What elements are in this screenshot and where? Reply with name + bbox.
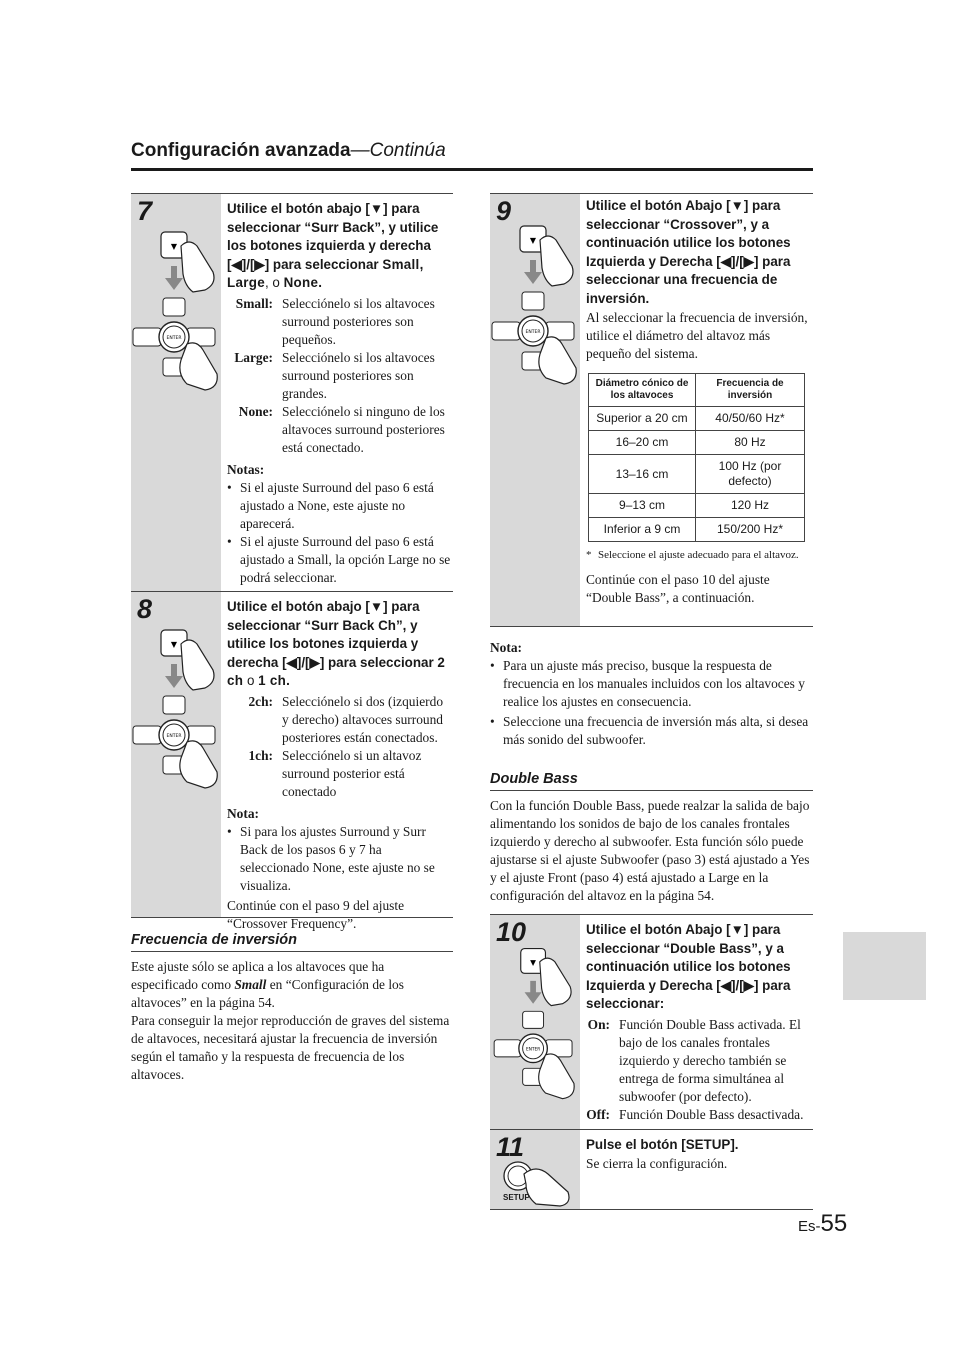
remote-press-down-icon — [131, 622, 221, 822]
step-9-illustration — [490, 194, 580, 626]
note-item: • Seleccione una frecuencia de inversión más alta, si desea más sonido del subwoofer. — [490, 714, 809, 747]
double-bass-text: Con la función Double Bass, puede realzar la salida de bajo alimentando los sonidos de bajo de los canales frontales izquierdo y derecho al subwoofer. Esta función sólo puede ajustarse si el ajuste Subwoofer (paso 3) está ajustado a Yes y el ajuste Front (paso 4) está ajustado a Large en la configuración del altavoz en la página 54. — [490, 798, 810, 903]
table-row: 16–20 cm 80 Hz — [589, 431, 805, 455]
step-11-instruction: Pulse el botón [SETUP]. — [586, 1137, 739, 1152]
right-column — [490, 193, 813, 1210]
option-large: Large: Selecciónelo si los altavoces surround posteriores son grandes. — [234, 349, 435, 401]
svg-text:▼: ▼ — [170, 640, 178, 649]
step-8-illustration — [131, 592, 221, 917]
svg-text:▼: ▼ — [530, 957, 537, 967]
step-number: 9 — [496, 196, 512, 226]
step-8-instruction: Utilice el botón abajo [▼] para seleccionar “Surr Back Ch”, y utilice los botones izquierda y derecha [◀]/[▶] para seleccionar 2 ch o 1 ch. — [227, 599, 446, 688]
step-7-body — [221, 194, 453, 591]
section-title: Double Bass — [490, 771, 813, 791]
step-9-instruction: Utilice el botón Abajo [▼] para seleccionar “Crossover”, y a continuación utilice los botones Izquierda y Derecha [◀]/[▶] para seleccionar una frecuencia de inversión. — [586, 198, 791, 306]
frecuencia-paragraph-1: Este ajuste sólo se aplica a los altavoces que ha especificado como Small en “Configuración de los altavoces” en la página 54. — [131, 959, 404, 1010]
frecuencia-section — [131, 932, 453, 1084]
note-item: • Si el ajuste Surround del paso 6 está ajustado a Small, la opción Large no se podrá seleccionar. — [227, 533, 451, 585]
table-row: 13–16 cm 100 Hz (por defecto) — [589, 455, 805, 494]
option-2ch: 2ch: Selecciónelo si dos (izquierdo y derecho) altavoces surround posteriores están conectados. — [248, 693, 444, 745]
setup-button-label: SETUP — [503, 1193, 530, 1202]
step-10-body — [580, 915, 813, 1129]
option-small: Small: Selecciónelo si los altavoces surround posteriores son pequeños. — [235, 295, 435, 347]
note-title: Nota: — [490, 640, 522, 655]
option-none: None: Selecciónelo si ninguno de los altavoces surround posteriores está conectado. — [238, 403, 445, 455]
option-on: On: Función Double Bass activada. El bajo de los canales frontales izquierdo y derecho también se entrega de forma simultánea al subwoofer (por defecto). — [587, 1016, 801, 1104]
chapter-tab — [843, 932, 926, 1000]
left-column — [131, 193, 453, 1084]
page-title: Configuración avanzada—Continúa — [131, 140, 446, 161]
step-number: 8 — [137, 594, 153, 624]
svg-text:▼: ▼ — [170, 242, 178, 251]
svg-text:ENTER: ENTER — [166, 336, 182, 341]
header-rule — [131, 168, 813, 171]
step-11-text: Se cierra la configuración. — [586, 1155, 728, 1171]
table-header-row: Diámetro cónico de los altavoces Frecuencia de inversión — [589, 374, 805, 407]
svg-text:ENTER: ENTER — [525, 330, 541, 335]
note-item: • Si para los ajustes Surround y Surr Back de los pasos 6 y 7 ha seleccionado None, este ajuste no se visualiza. — [227, 823, 435, 893]
note-item: • Para un ajuste más preciso, busque la respuesta de frecuencia en los manuales incluidos con los altavoces y realice los ajustes en consecuencia. — [490, 658, 805, 709]
step-number: 11 — [496, 1132, 525, 1162]
page-header — [131, 140, 813, 171]
step-10-instruction: Utilice el botón Abajo [▼] para seleccionar “Double Bass”, y a continuación utilice los botones Izquierda y Derecha [◀]/[▶] para seleccionar: — [586, 922, 791, 1011]
option-off: Off: Función Double Bass desactivada. — [586, 1106, 804, 1122]
continue-text: Continúe con el paso 9 del ajuste “Crossover Frequency”. — [227, 897, 405, 931]
note-item: • Si el ajuste Surround del paso 6 está ajustado a None, este ajuste no aparecerá. — [227, 479, 434, 531]
remote-press-down-icon — [490, 218, 580, 418]
frecuencia-paragraph-2: Para conseguir la mejor reproducción de graves del sistema de altavoces, necesitará ajustar la frecuencia de inversión según el tamaño y la respuesta de frecuencia de los altavoces. — [131, 1013, 450, 1082]
step-8-body — [221, 592, 453, 931]
step-10-illustration — [490, 915, 580, 1129]
page-number: Es-55 — [798, 1210, 848, 1237]
step-11 — [490, 1130, 813, 1210]
double-bass-section — [490, 771, 813, 905]
step-7-illustration — [131, 194, 221, 591]
crossover-table — [588, 373, 805, 542]
table-footnote: * Seleccione el ajuste adecuado para el altavoz. — [586, 549, 799, 561]
step-8 — [131, 592, 453, 931]
step-11-body — [580, 1130, 813, 1209]
step-7 — [131, 193, 453, 592]
step-9 — [490, 193, 813, 627]
section-title: Frecuencia de inversión — [131, 932, 453, 952]
remote-press-down-icon — [490, 941, 580, 1131]
note-title: Nota: — [227, 805, 259, 821]
step-number: 10 — [496, 917, 527, 947]
table-row: 9–13 cm 120 Hz — [589, 494, 805, 518]
svg-text:ENTER: ENTER — [166, 734, 182, 739]
right-note — [490, 639, 813, 749]
continue-text: Continúe con el paso 10 del ajuste “Double Bass”, a continuación. — [586, 572, 770, 605]
remote-press-down-icon — [131, 224, 221, 424]
step-number: 7 — [137, 196, 153, 226]
svg-text:▼: ▼ — [529, 236, 537, 245]
svg-text:ENTER: ENTER — [526, 1047, 541, 1053]
table-row: Superior a 20 cm 40/50/60 Hz* — [589, 407, 805, 431]
step-7-instruction: Utilice el botón abajo [▼] para seleccionar “Surr Back”, y utilice los botones izquierda y derecha [◀]/[▶] para seleccionar Small, Large, o None. — [227, 201, 439, 290]
option-1ch: 1ch: Selecciónelo si un altavoz surround posterior está conectado — [248, 747, 422, 799]
step-10 — [490, 914, 813, 1130]
step-11-illustration — [490, 1130, 580, 1209]
table-row: Inferior a 9 cm 150/200 Hz* — [589, 518, 805, 542]
step-9-text: Al seleccionar la frecuencia de inversión, utilice el diámetro del altavoz más pequeño del sistema. — [586, 310, 808, 361]
step-9-body — [580, 194, 813, 626]
notes-title: Notas: — [227, 461, 265, 477]
